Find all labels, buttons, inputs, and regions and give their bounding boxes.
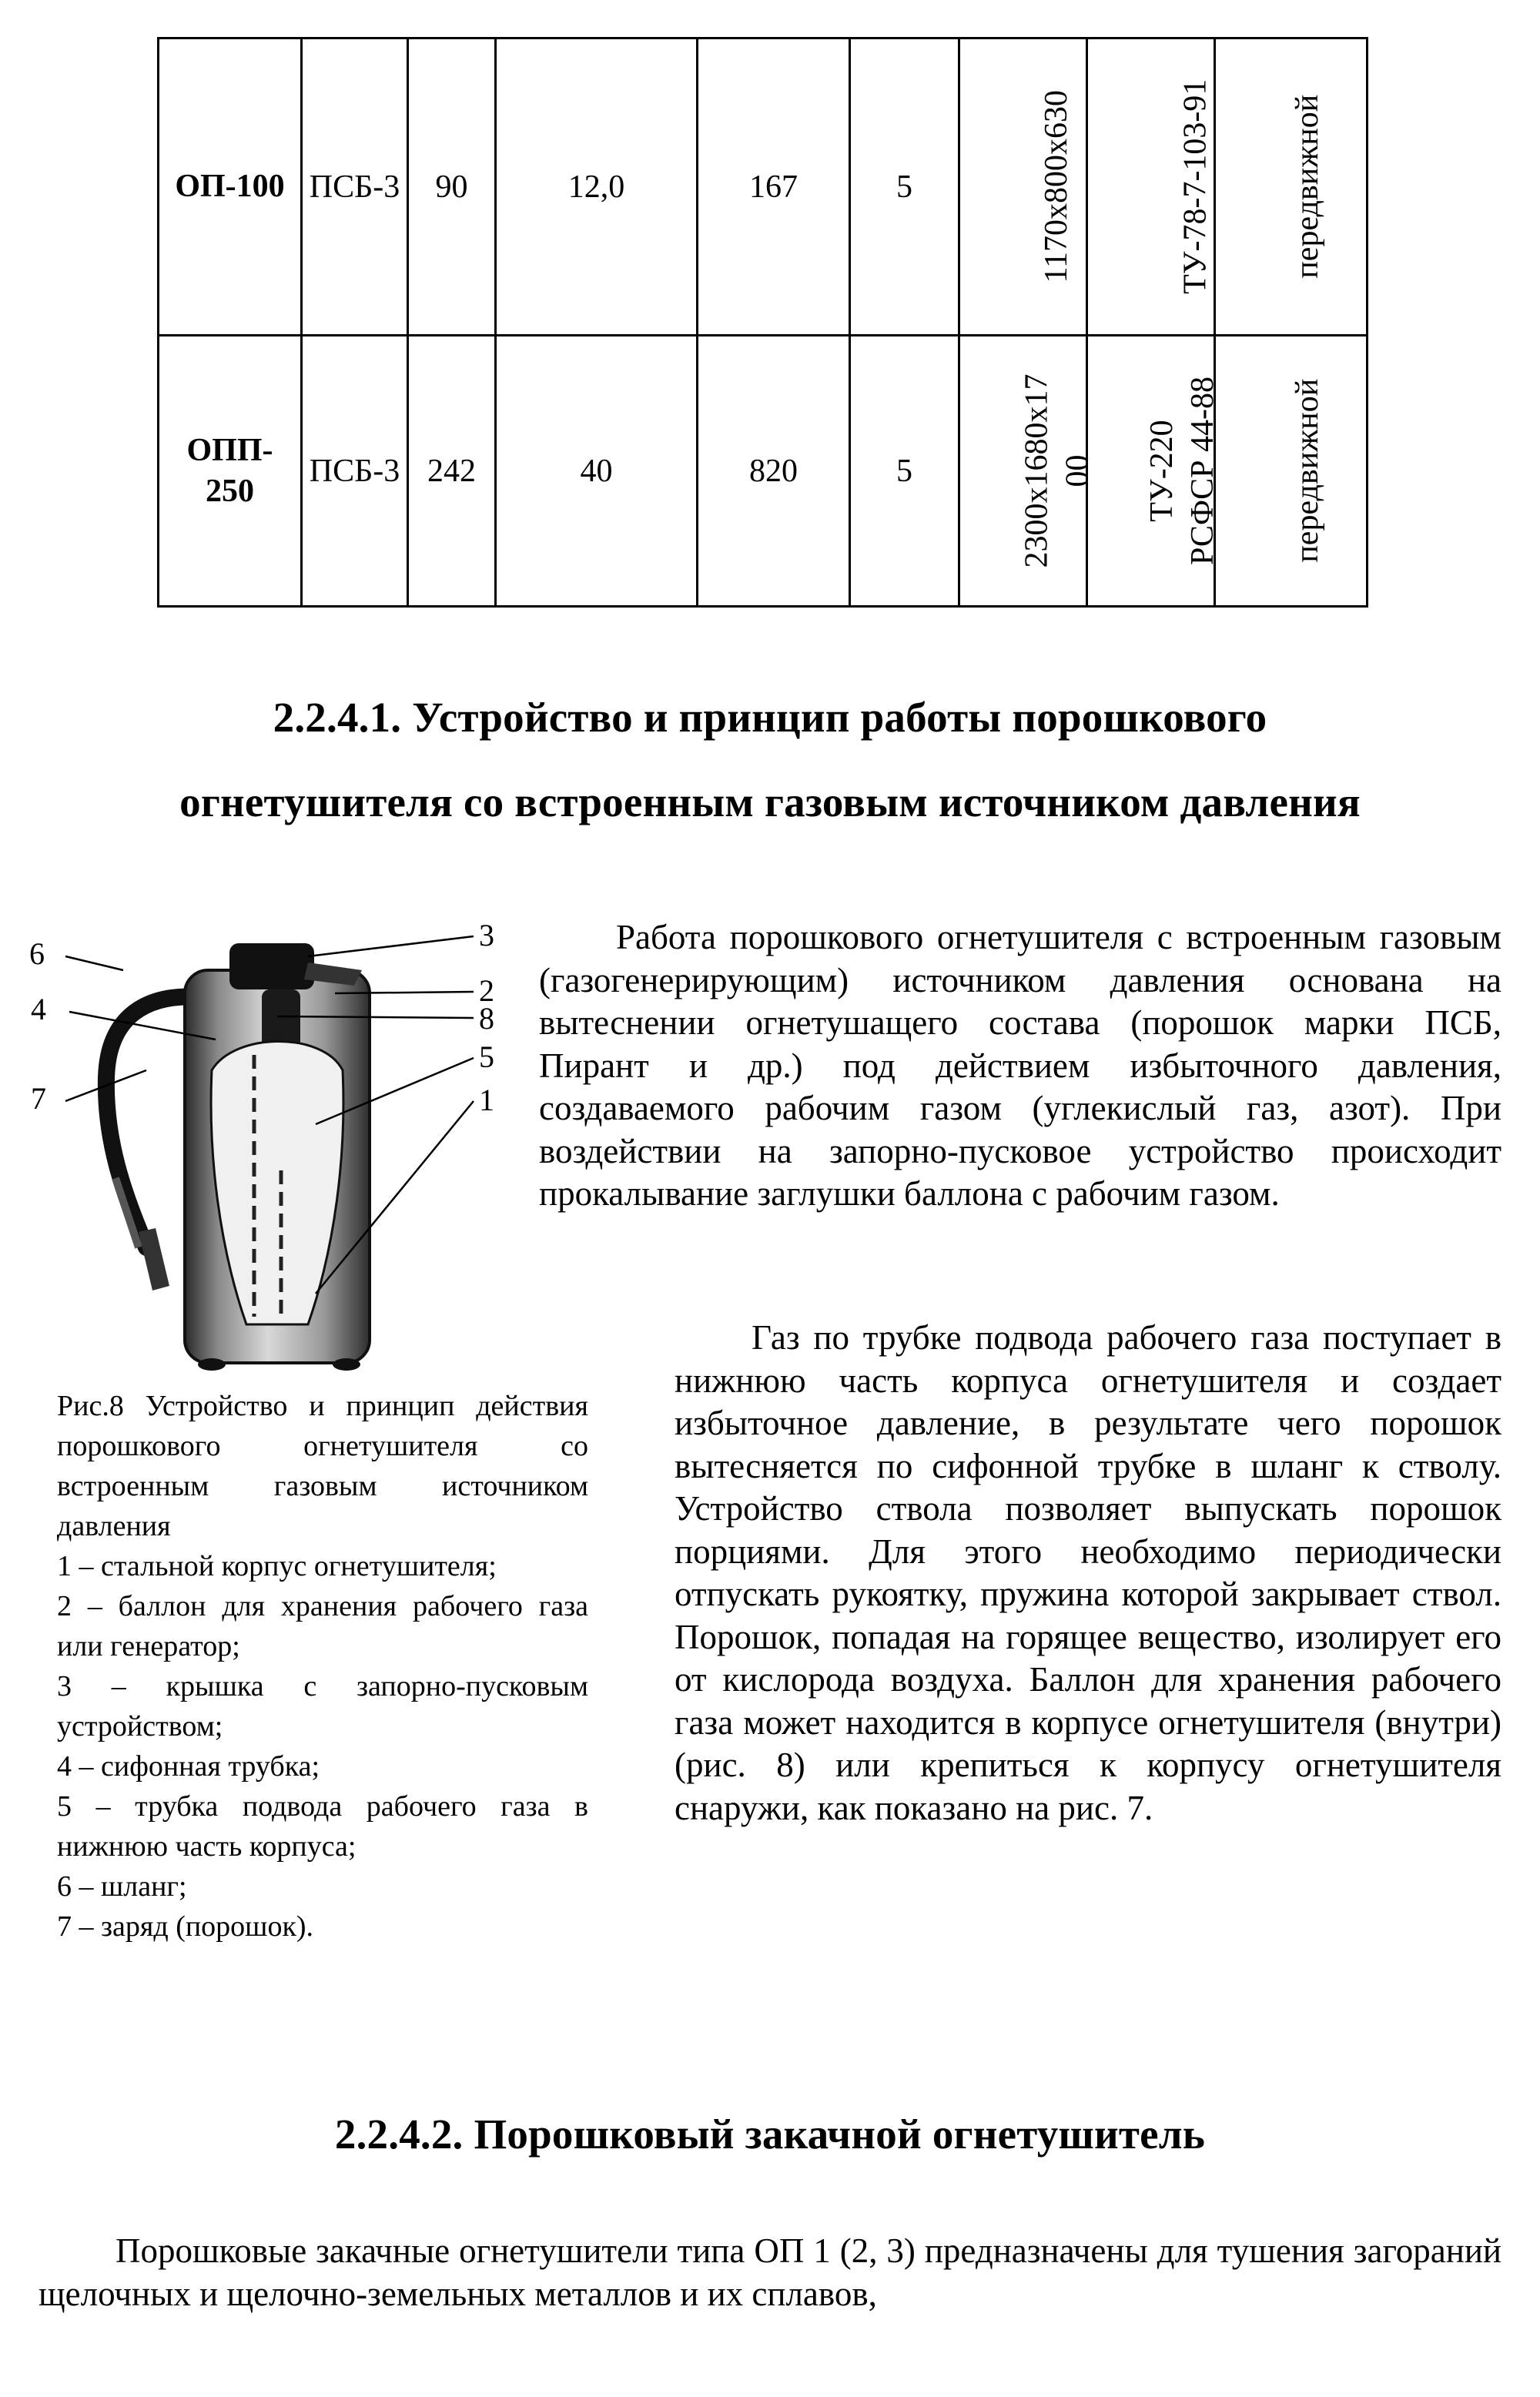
cell-model: ОП-100 [159,38,302,336]
caption-item-1: 1 – стальной корпус огнетушителя; [57,1550,497,1582]
dimensions-text [1017,374,1098,568]
body-paragraph-2: Газ по трубке подвода рабочего газа поступает в нижнюю часть корпуса огнетушителя и создает избыточное давление, в результате чего порошок вытесняется по сифонной трубке в шланг к стволу. Устройство ствола позволяет выпускать порошок порциями. Для этого необходимо периодически отпускать рукоятку, пружина которой закрывает ствол. Порошок, попадая на горящее вещество, изолирует его от кислорода воздуха. Баллон для хранения рабочего газа может находится в корпусе огнетушителя (внутри) (рис. 8) или крепиться к корпусу огнетушителя снаружи, как показано на рис. 7. [675,1318,1502,1827]
cell-col6: 5 [850,38,959,336]
nozzle [139,1228,169,1291]
cell-powder: ПСБ-3 [302,336,408,607]
callout-4: 4 [31,992,46,1026]
specs-table [157,37,1368,608]
table-row [159,336,1368,607]
cell-powder: ПСБ-3 [302,38,408,336]
cell-col4: 12,0 [496,38,698,336]
cell-dimensions [959,336,1095,607]
standard-line1: ТУ-220 [1143,420,1180,522]
section-heading-line1: 2.2.4.1. Устройство и принцип работы порошкового [273,694,1267,741]
callout-6: 6 [29,936,45,971]
caption-item-4: 4 – сифонная трубка; [57,1750,320,1783]
dimensions-text: 1170х800х630 [1038,90,1074,283]
caption-title: Рис.8 Устройство и принцип действия порошкового огнетушителя со встроенным газовым источником давления [57,1390,588,1542]
model-line1: ОПП- [186,433,273,468]
cell-col3: 90 [408,38,496,336]
body-paragraph-1: Работа порошкового огнетушителя с встроенным газовым (газогенерирующим) источником давления основана на вытеснении огнетушащего состава (порошок марки ПСБ, Пирант и др.) под действием избыточного давления, создаваемого рабочим газом (углекислый газ, азот). При воздействии на запорно-пусковое устройство происходит прокалывание заглушки баллона с рабочим газом. [539,918,1502,1213]
cell-col4: 40 [496,336,698,607]
table-row [159,38,1368,336]
callout-5: 5 [479,1039,494,1074]
cell-dimensions [959,38,1087,336]
standard-text [1142,377,1223,565]
standard-text: ТУ-78-7-103-91 [1177,79,1214,295]
figure-caption [57,1386,588,1947]
callout-3: 3 [479,918,494,952]
cell-col3: 242 [408,336,496,607]
dimensions-line1: 2300х1680х17 [1019,373,1055,568]
cell-col6: 5 [850,336,959,607]
standard-line2: РСФСР 44-88 [1184,377,1220,565]
extinguisher-figure [23,918,539,1394]
cell-type [1215,336,1368,607]
callout-2: 2 [479,973,494,1008]
cell-model [159,336,302,607]
cell-col5: 167 [698,38,850,336]
section-heading-line2: огнетушителя со встроенным газовым источником давления [179,778,1361,825]
callout-8: 8 [479,1001,494,1036]
caption-item-3: 3 – крышка с запорно-пусковым устройством; [57,1670,588,1743]
cell-standard [1087,38,1215,336]
caption-item-5: 5 – трубка подвода рабочего газа в нижнюю часть корпуса; [57,1790,588,1863]
dimensions-line2: 00 [1060,454,1095,487]
callout-7: 7 [31,1081,46,1116]
caption-item-7: 7 – заряд (порошок). [57,1910,314,1943]
section2-paragraph: Порошковые закачные огнетушители типа ОП 1 (2, 3) предназначены для тушения загораний щелочных и щелочно-земельных металлов и их сплавов, [38,2231,1502,2313]
extinguisher-diagram [23,918,539,1394]
type-text: передвижной [1290,379,1326,563]
cell-type [1215,38,1368,336]
caption-item-6: 6 – шланг; [57,1870,187,1903]
model-line2: 250 [206,473,254,509]
caption-item-2: 2 – баллон для хранения рабочего газа или генератор; [57,1590,588,1662]
cap [229,943,314,989]
cell-col5: 820 [698,336,850,607]
type-text: передвижной [1290,95,1326,279]
section2-heading: 2.2.4.2. Порошковый закачной огнетушитель [334,2111,1206,2158]
callout-1: 1 [479,1083,494,1117]
cell-standard [1087,336,1220,607]
